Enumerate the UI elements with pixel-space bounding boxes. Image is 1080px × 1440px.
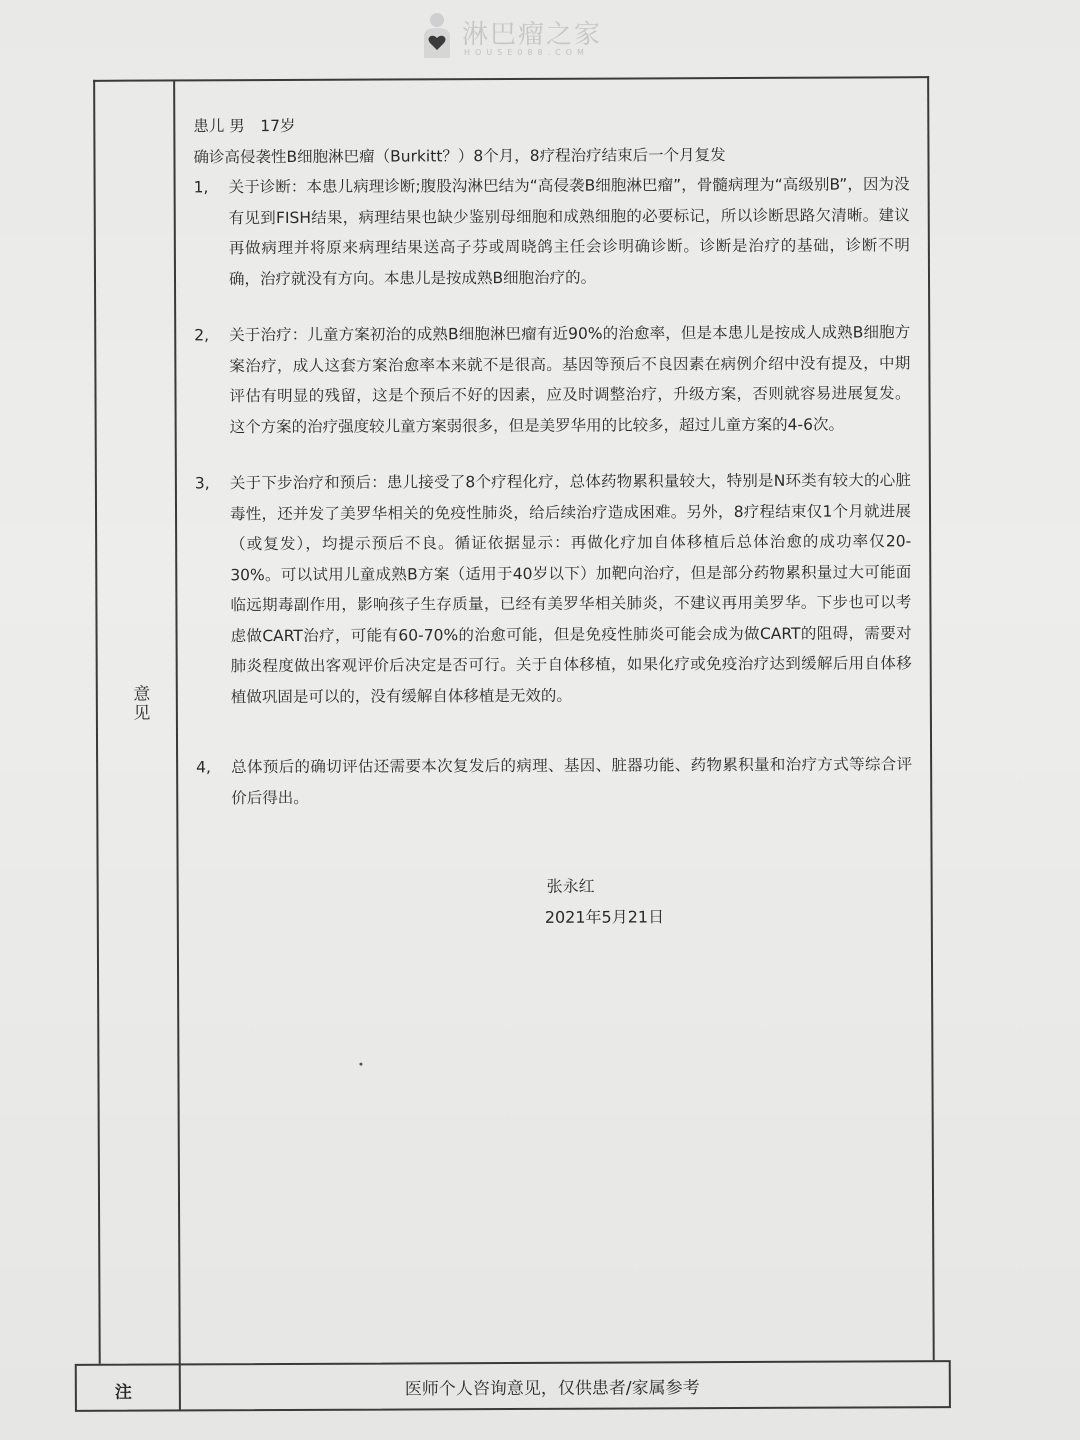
item-number: 2, <box>194 326 210 345</box>
item-text: 关于下步治疗和预后：患儿接受了8个疗程化疗，总体药物累积量较大，特别是N环类有较大的心脏毒性，还并发了美罗华相关的免疫性肺炎，给后续治疗造成困难。另外，8疗程结束仅1个月就进展（或复发），均提示预后不良。循证依据显示：再做化疗加自体移植后总体治愈的成功率仅20-30%。可以试用儿童成熟B方案（适用于40岁以下）加靶向治疗，但是部分药物累积量过大可能面临远期毒副作用，影响孩子生存质量，已经有美罗华相关肺炎，不建议再用美罗华。下步也可以考虑做CART治疗，可能有60-70%的治愈可能，但是免疫性肺炎可能会成为做CART的阻碍，需要对肺炎程度做出客观评价后决定是否可行。关于自体移植，如果化疗或免疫治疗达到缓解后用自体移植做巩固是可以的，没有缓解自体移植是无效的。 <box>229 471 912 706</box>
disclaimer-note: 医师个人咨询意见，仅供患者/家属参考 <box>404 1378 700 1400</box>
watermark-brand: 淋巴瘤之家 <box>462 20 603 50</box>
item-number: 3, <box>194 474 210 493</box>
opinion-item-treatment <box>194 317 911 442</box>
opinion-item-next-steps <box>195 465 912 712</box>
doctor-name: 张永红 <box>546 876 595 896</box>
item-text: 总体预后的确切评估还需要本次复发后的病理、基因、脏器功能、药物累积量和治疗方式等综合评价后得出。 <box>231 755 913 807</box>
item-text: 关于治疗：儿童方案初治的成熟B细胞淋巴瘤有近90%的治愈率，但是本患儿是按成人成熟B细胞方案治疗，成人这套方案治愈率本来就不是很高。基因等预后不良因素在病例介绍中没有提及，中期评估有明显的残留，这是个预后不好的因素，应及时调整治疗，升级方案，否则就容易进展复发。这个方案的治疗强度较儿童方案弱很多，但是美罗华用的比较多，超过儿童方案的4-6次。 <box>229 323 911 436</box>
watermark-subtext: HOUSE088.COM <box>464 48 589 57</box>
opinion-item-diagnosis <box>194 169 911 294</box>
signature-date: 2021年5月21日 <box>544 907 665 927</box>
item-number: 4, <box>196 758 211 777</box>
opinion-content <box>193 108 912 813</box>
item-number: 1, <box>193 178 209 197</box>
patient-header: 患儿 男 17岁 <box>193 116 296 136</box>
watermark-logo <box>420 10 620 62</box>
signature-block <box>545 871 665 933</box>
opinion-label: 意见 <box>133 684 151 724</box>
diagnosis-line: 确诊高侵袭性B细胞淋巴瘤（Burkitt？）8个月，8疗程治疗结束后一个月复发 <box>193 145 726 166</box>
note-label: 注 <box>114 1382 132 1403</box>
consultation-sheet <box>69 58 951 1414</box>
heart-person-icon <box>420 12 454 58</box>
paper-speck <box>359 1063 362 1066</box>
item-text: 关于诊断：本患儿病理诊断;腹股沟淋巴结为“高侵袭B细胞淋巴瘤”，骨髓病理为“高级别B”，因为没有见到FISH结果，病理结果也缺少鉴别母细胞和成熟细胞的必要标记，所以诊断思路欠清晰。建议再做病理并将原来病理结果送高子芬或周晓鸽主任会诊明确诊断。诊断是治疗的基础，诊断不明确，治疗就没有方向。本患儿是按成熟B细胞治疗的。 <box>228 175 910 288</box>
opinion-item-prognosis <box>196 749 912 813</box>
